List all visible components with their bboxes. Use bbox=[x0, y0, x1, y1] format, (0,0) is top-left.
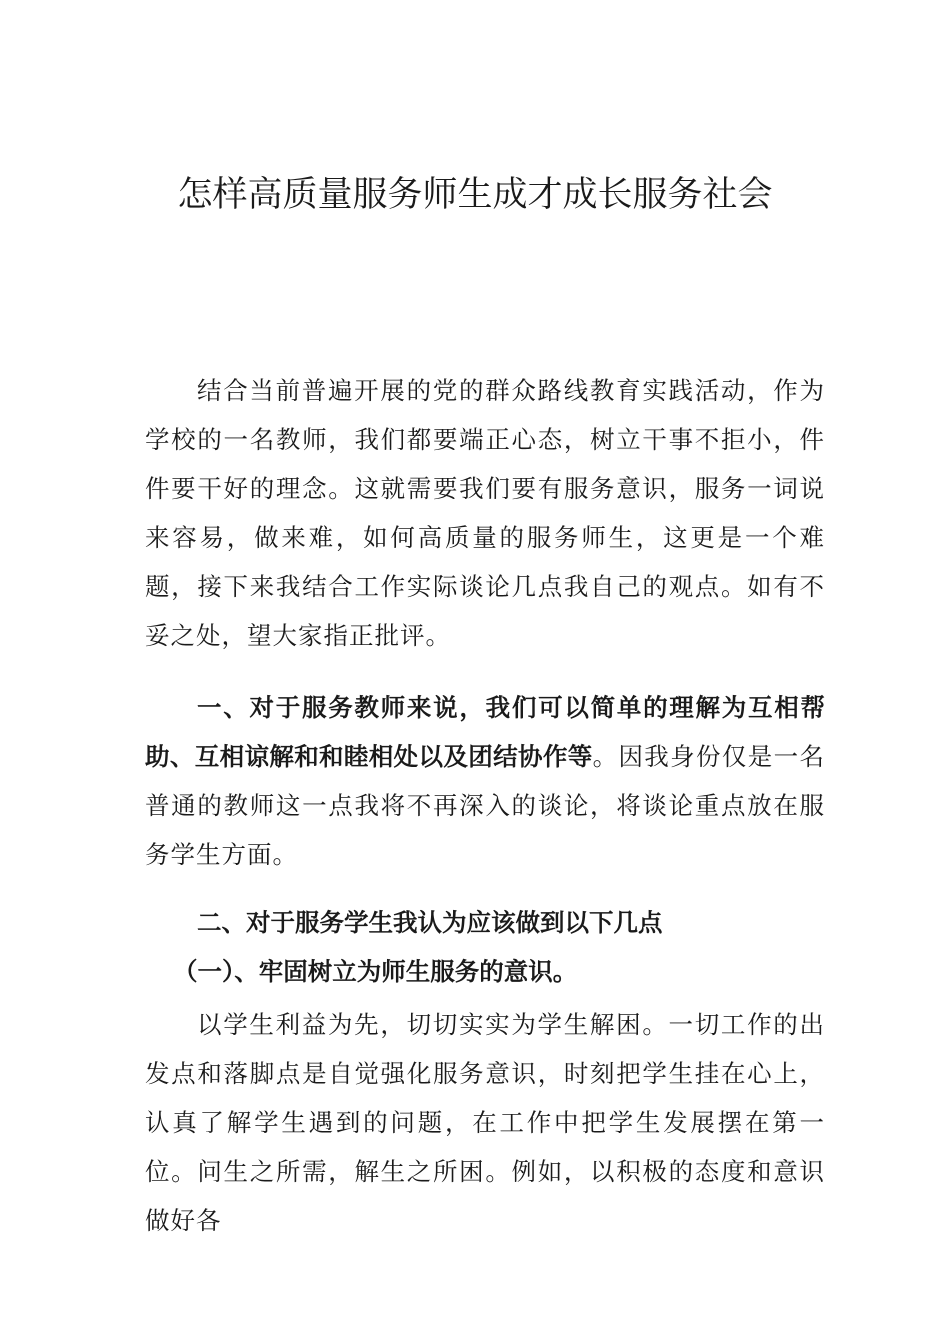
paragraph-teachers bbox=[145, 683, 825, 879]
paragraph-student-interests-text: 以学生利益为先，切切实实为学生解困。一切工作的出发点和落脚点是自觉强化服务意识，时刻把学生挂在心上，认真了解学生遇到的问题，在工作中把学生发展摆在第一位。问生之所需，解生之所困。例如，以积极的态度和意识做好各 bbox=[145, 1010, 825, 1235]
subsection-heading-service-awareness bbox=[145, 947, 825, 996]
paragraph-teachers-text: 。因我身份仅是一名普通的教师这一点我将不再深入的谈论，将谈论重点放在服务学生方面。 bbox=[145, 742, 826, 869]
section-heading-students-text: 二、对于服务学生我认为应该做到以下几点 bbox=[197, 908, 663, 937]
paragraph-intro-text: 结合当前普遍开展的党的群众路线教育实践活动，作为学校的一名教师，我们都要端正心态，树立干事不拒小，件件要干好的理念。这就需要我们要有服务意识，服务一词说来容易，做来难，如何高质量的服务师生，这更是一个难题，接下来我结合工作实际谈论几点我自己的观点。如有不妥之处，望大家指正批评。 bbox=[145, 376, 825, 650]
paragraph-student-interests bbox=[145, 1000, 825, 1245]
document-title: 怎样高质量服务师生成才成长服务社会 bbox=[177, 175, 773, 215]
paragraph-intro bbox=[145, 366, 825, 660]
subsection-heading-text: （一）、牢固树立为师生服务的意识。 bbox=[173, 957, 578, 986]
section-heading-students bbox=[145, 898, 825, 947]
paragraph-teachers-heading: 一、对于服务教师来说，我们可以简单的理解为互相帮助、互相谅解和和睦相处以及团结协作等 bbox=[145, 693, 825, 771]
